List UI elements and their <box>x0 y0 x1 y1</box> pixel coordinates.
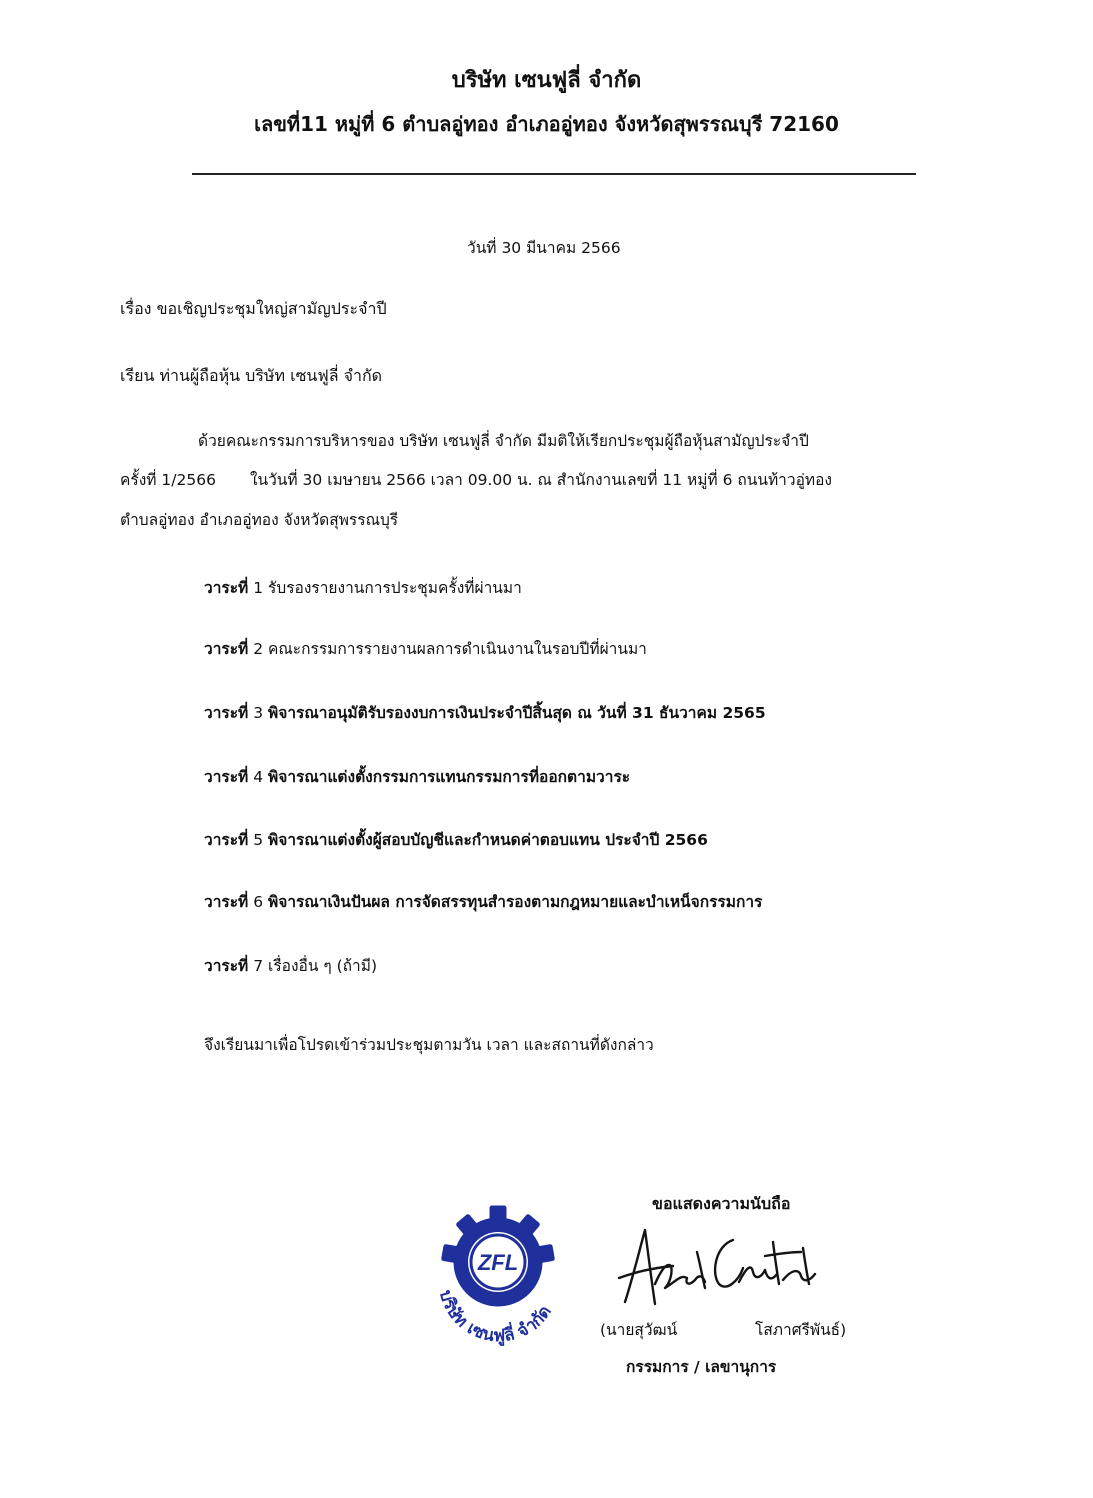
agenda-label: วาระที่ <box>204 768 249 786</box>
meeting-number: ครั้งที่ 1/2566 <box>120 471 216 489</box>
agenda-label: วาระที่ <box>204 640 249 658</box>
signer-position: กรรมการ / เลขานุการ <box>626 1358 777 1376</box>
agenda-number: 1 <box>253 579 264 597</box>
company-address: เลขที่11 หมู่ที่ 6 ตำบลอู่ทอง อำเภออู่ทอง จังหวัดสุพรรณบุรี 72160 <box>254 112 839 136</box>
body-line-2 <box>120 467 832 492</box>
seal-ring-text: บริษัท เซนฟูลี่ จำกัด <box>434 1287 556 1347</box>
body-line-3: ตำบลอู่ทอง อำเภออู่ทอง จังหวัดสุพรรณบุรี <box>120 511 399 529</box>
signer-name-first: (นายสุวัฒน์ <box>600 1321 678 1339</box>
agenda-item <box>204 764 630 789</box>
agenda-label: วาระที่ <box>204 704 249 722</box>
seal-logo-text: ZFL <box>477 1250 519 1275</box>
letter-date: วันที่ 30 มีนาคม 2566 <box>467 239 621 257</box>
agenda-text: พิจารณาเงินปันผล การจัดสรรทุนสำรองตามกฎหมายและบำเหน็จกรรมการ <box>268 893 763 911</box>
agenda-text: พิจารณาแต่งตั้งกรรมการแทนกรรมการที่ออกตามวาระ <box>268 768 631 786</box>
agenda-text: รับรองรายงานการประชุมครั้งที่ผ่านมา <box>268 579 522 597</box>
company-name: บริษัท เซนฟูลี่ จำกัด <box>451 68 642 93</box>
agenda-item <box>204 953 377 978</box>
signature-icon <box>615 1222 820 1312</box>
agenda-label: วาระที่ <box>204 893 249 911</box>
agenda-number: 5 <box>253 831 264 849</box>
agenda-text: คณะกรรมการรายงานผลการดำเนินงานในรอบปีที่ผ่านมา <box>268 640 647 658</box>
agenda-text: พิจารณาแต่งตั้งผู้สอบบัญชีและกำหนดค่าตอบแทน ประจำปี 2566 <box>268 831 708 849</box>
closing-line: จึงเรียนมาเพื่อโปรดเข้าร่วมประชุมตามวัน เวลา และสถานที่ดังกล่าว <box>204 1036 654 1054</box>
agenda-number: 4 <box>253 768 264 786</box>
company-seal-icon <box>418 1200 578 1360</box>
agenda-label: วาระที่ <box>204 579 249 597</box>
body-line-1: ด้วยคณะกรรมการบริหารของ บริษัท เซนฟูลี่ จำกัด มีมติให้เรียกประชุมผู้ถือหุ้นสามัญประจำปี <box>198 432 809 450</box>
agenda-label: วาระที่ <box>204 831 249 849</box>
header-divider <box>192 173 916 175</box>
agenda-number: 2 <box>253 640 264 658</box>
agenda-item <box>204 827 708 852</box>
agenda-number: 3 <box>253 704 264 722</box>
letter-subject: เรื่อง ขอเชิญประชุมใหญ่สามัญประจำปี <box>120 299 387 318</box>
agenda-item <box>204 700 766 725</box>
meeting-date-place: ในวันที่ 30 เมษายน 2566 เวลา 09.00 น. ณ สำนักงานเลขที่ 11 หมู่ที่ 6 ถนนท้าวอู่ทอง <box>249 471 832 489</box>
agenda-item <box>204 889 762 914</box>
agenda-item <box>204 636 647 661</box>
agenda-number: 7 <box>253 957 264 975</box>
signer-name-last: โสภาศรีพันธ์) <box>755 1321 847 1339</box>
agenda-number: 6 <box>253 893 264 911</box>
agenda-item <box>204 575 522 600</box>
letter-recipient: เรียน ท่านผู้ถือหุ้น บริษัท เซนฟูลี่ จำกัด <box>120 366 383 385</box>
agenda-text: พิจารณาอนุมัติรับรองงบการเงินประจำปีสิ้นสุด ณ วันที่ 31 ธันวาคม 2565 <box>268 704 766 722</box>
regards: ขอแสดงความนับถือ <box>652 1194 791 1213</box>
agenda-text: เรื่องอื่น ๆ (ถ้ามี) <box>268 957 378 975</box>
agenda-label: วาระที่ <box>204 957 249 975</box>
